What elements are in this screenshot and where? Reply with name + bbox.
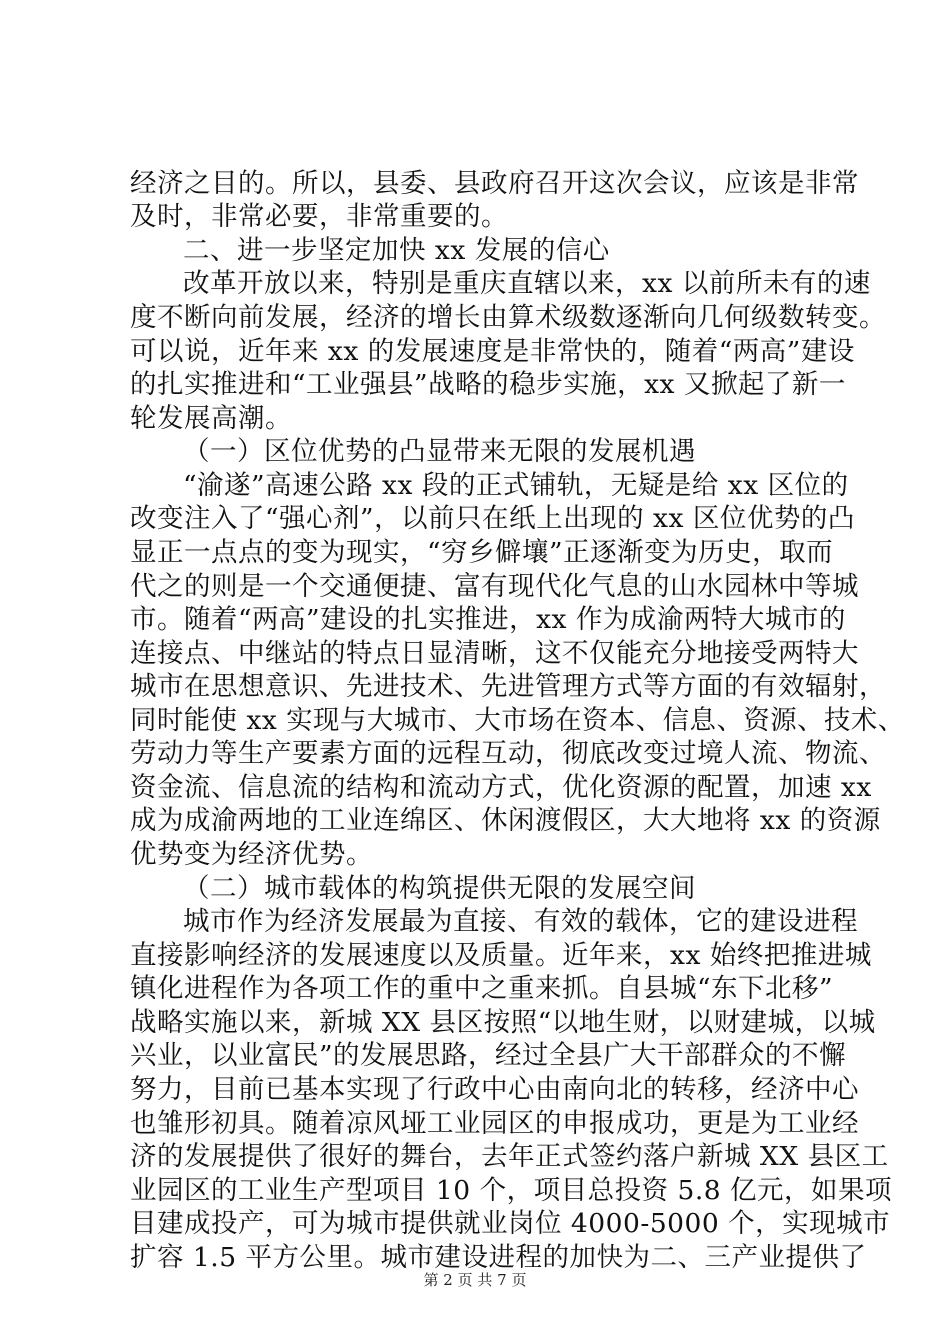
text-line-31: 业园区的工业生产型项目 10 个，项目总投资 5.8 亿元，如果项 xyxy=(130,1175,893,1206)
text-line-16: 城市在思想意识、先进技术、先进管理方式等方面的有效辐射， xyxy=(130,671,886,702)
page-footer xyxy=(0,1270,950,1290)
subsection-heading-2: （二）城市载体的构筑提供无限的发展空间 xyxy=(183,873,696,904)
text-line-14: 市。随着“两高”建设的扎实推进，xx 作为成渝两特大城市的 xyxy=(130,604,846,635)
text-line-15: 连接点、中继站的特点日显清晰，这不仅能充分地接受两特大 xyxy=(130,638,859,669)
text-line-33: 扩容 1.5 平方公里。城市建设进程的加快为二、三产业提供了 xyxy=(130,1242,867,1273)
text-line-5: 度不断向前发展，经济的增长由算术级数逐渐向几何级数转变。 xyxy=(130,302,886,333)
text-line-20: 成为成渝两地的工业连绵区、休闲渡假区，大大地将 xx 的资源 xyxy=(130,805,881,836)
subsection-heading-1: （一）区位优势的凸显带来无限的发展机遇 xyxy=(183,436,696,467)
text-line-19: 资金流、信息流的结构和流动方式，优化资源的配置，加速 xx xyxy=(130,772,872,803)
text-line-24: 直接影响经济的发展速度以及质量。近年来，xx 始终把推进城 xyxy=(130,940,872,971)
text-line-26: 战略实施以来，新城 XX 县区按照“以地生财，以财建城，以城 xyxy=(130,1007,876,1038)
text-line-13: 代之的则是一个交通便捷、富有现代化气息的山水园林中等城 xyxy=(130,571,859,602)
text-line-7: 的扎实推进和“工业强县”战略的稳步实施，xx 又掀起了新一 xyxy=(130,369,846,400)
text-line-23: 城市作为经济发展最为直接、有效的载体，它的建设进程 xyxy=(183,906,858,937)
text-line-18: 劳动力等生产要素方面的远程互动，彻底改变过境人流、物流、 xyxy=(130,738,886,769)
text-line-6: 可以说，近年来 xx 的发展速度是非常快的，随着“两高”建设 xyxy=(130,336,855,367)
text-line-17: 同时能使 xx 实现与大城市、大市场在资本、信息、资源、技术、 xyxy=(130,705,905,736)
text-line-8: 轮发展高潮。 xyxy=(130,403,292,434)
text-line-30: 济的发展提供了很好的舞台，去年正式签约落户新城 XX 县区工 xyxy=(130,1141,889,1172)
text-line-25: 镇化进程作为各项工作的重中之重来抓。自县城“东下北移” xyxy=(130,973,834,1004)
text-line-27: 兴业，以业富民”的发展思路，经过全县广大干部群众的不懈 xyxy=(130,1040,847,1071)
text-line-4: 改革开放以来，特别是重庆直辖以来，xx 以前所未有的速 xyxy=(183,268,871,299)
section-heading-2: 二、进一步坚定加快 xx 发展的信心 xyxy=(183,235,610,266)
text-line-12: 显正一点点的变为现实，“穷乡僻壤”正逐渐变为历史，取而 xyxy=(130,537,834,568)
text-line-28: 努力，目前已基本实现了行政中心由南向北的转移，经济中心 xyxy=(130,1074,859,1105)
text-line-2: 及时，非常必要，非常重要的。 xyxy=(130,201,508,232)
text-line-21: 优势变为经济优势。 xyxy=(130,839,373,870)
text-line-32: 目建成投产，可为城市提供就业岗位 4000-5000 个，实现城市 xyxy=(130,1208,891,1239)
text-line-1: 经济之目的。所以，县委、县政府召开这次会议，应该是非常 xyxy=(130,168,859,199)
text-line-11: 改变注入了“强心剂”，以前只在纸上出现的 xx 区位优势的凸 xyxy=(130,503,855,534)
text-line-29: 也雏形初具。随着凉风垭工业园区的申报成功，更是为工业经 xyxy=(130,1108,859,1139)
page-number-label: 第 2 页 共 7 页 xyxy=(423,1271,527,1289)
text-line-10: “渝遂”高速公路 xx 段的正式铺轨，无疑是给 xx 区位的 xyxy=(183,470,849,501)
